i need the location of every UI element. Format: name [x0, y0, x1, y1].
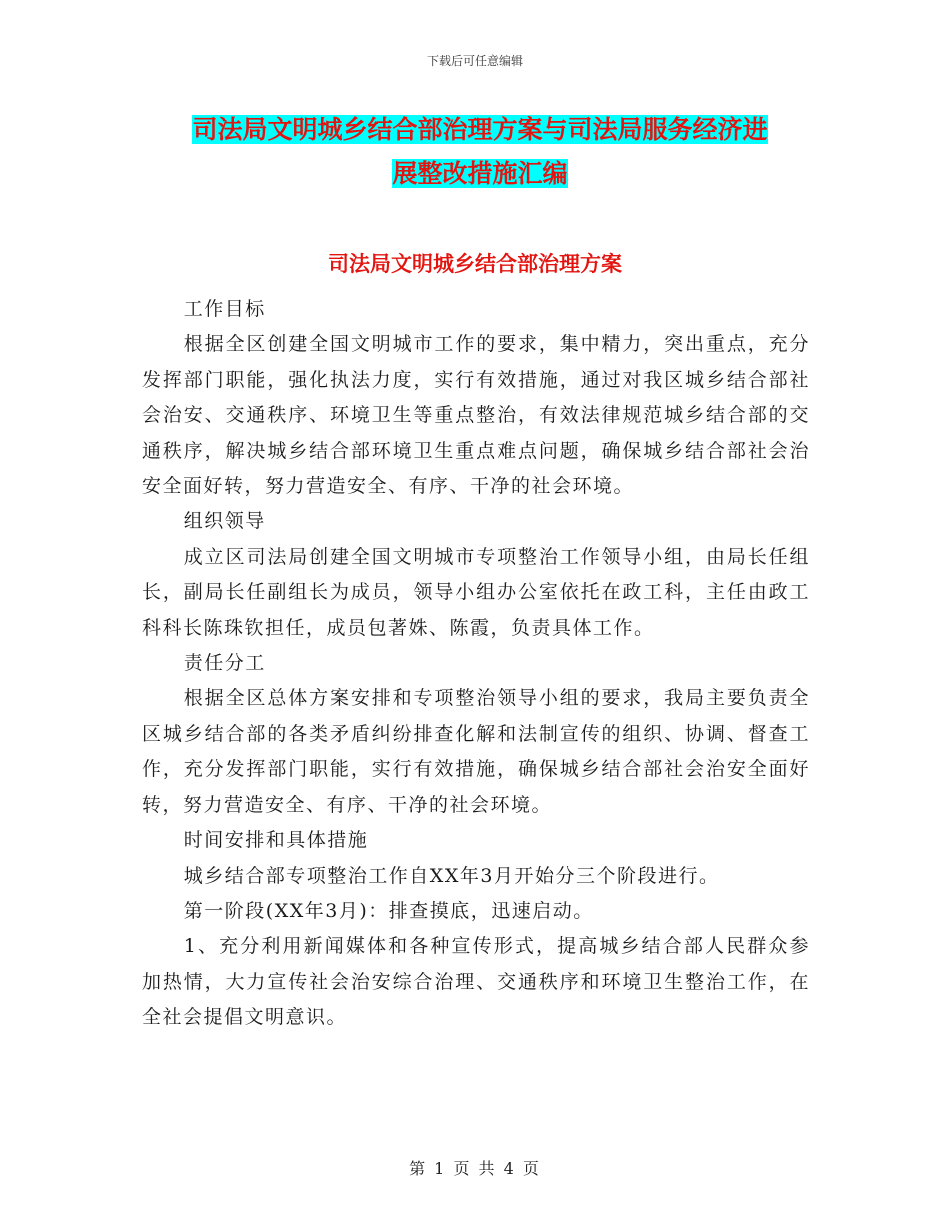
paragraph-responsibility: 根据全区总体方案安排和专项整治领导小组的要求，我局主要负责全区城乡结合部的各类矛盾纠纷排查化解和法制宣传的组织、协调、督查工作，充分发挥部门职能，实行有效措施，确保城乡结合部社会治安全面好转，努力营造安全、有序、干净的社会环境。 — [142, 687, 810, 816]
page-number: 第 1 页 共 4 页 — [409, 1159, 541, 1178]
heading-work-goal: 工作目标 — [183, 298, 266, 320]
document-title — [140, 108, 820, 196]
document-title-line-2: 展整改措施汇编 — [392, 159, 568, 188]
heading-responsibility: 责任分工 — [183, 652, 266, 675]
paragraph-schedule: 城乡结合部专项整治工作自XX年3月开始分三个阶段进行。 — [183, 864, 720, 887]
document-title-line-1: 司法局文明城乡结合部治理方案与司法局服务经济进 — [192, 115, 768, 144]
page-header: 下载后可任意编辑 — [426, 54, 523, 68]
paragraph-organization: 成立区司法局创建全国文明城市专项整治工作领导小组，由局长任组长，副局长任副组长为成员，领导小组办公室依托在政工科，主任由政工科科长陈珠钦担任，成员包著姝、陈霞，负责具体工作。 — [142, 545, 810, 639]
paragraph-work-goal: 根据全区创建全国文明城市工作的要求，集中精力，突出重点，充分发挥部门职能，强化执法力度，实行有效措施，通过对我区城乡结合部社会治安、交通秩序、环境卫生等重点整治，有效法律规范城乡结合部的交通秩序，解决城乡结合部环境卫生重点难点问题，确保城乡结合部社会治安全面好转，努力营造安全、有序、干净的社会环境。 — [142, 333, 810, 498]
heading-schedule: 时间安排和具体措施 — [183, 829, 369, 852]
paragraph-phase-one: 第一阶段(XX年3月)：排查摸底，迅速启动。 — [183, 899, 594, 922]
section-title: 司法局文明城乡结合部治理方案 — [328, 252, 622, 276]
document-body — [142, 292, 810, 1036]
paragraph-item-one: 1、充分利用新闻媒体和各种宣传形式，提高城乡结合部人民群众参加热情，大力宣传社会治安综合治理、交通秩序和环境卫生整治工作，在全社会提倡文明意识。 — [142, 935, 810, 1029]
heading-organization: 组织领导 — [183, 510, 266, 533]
